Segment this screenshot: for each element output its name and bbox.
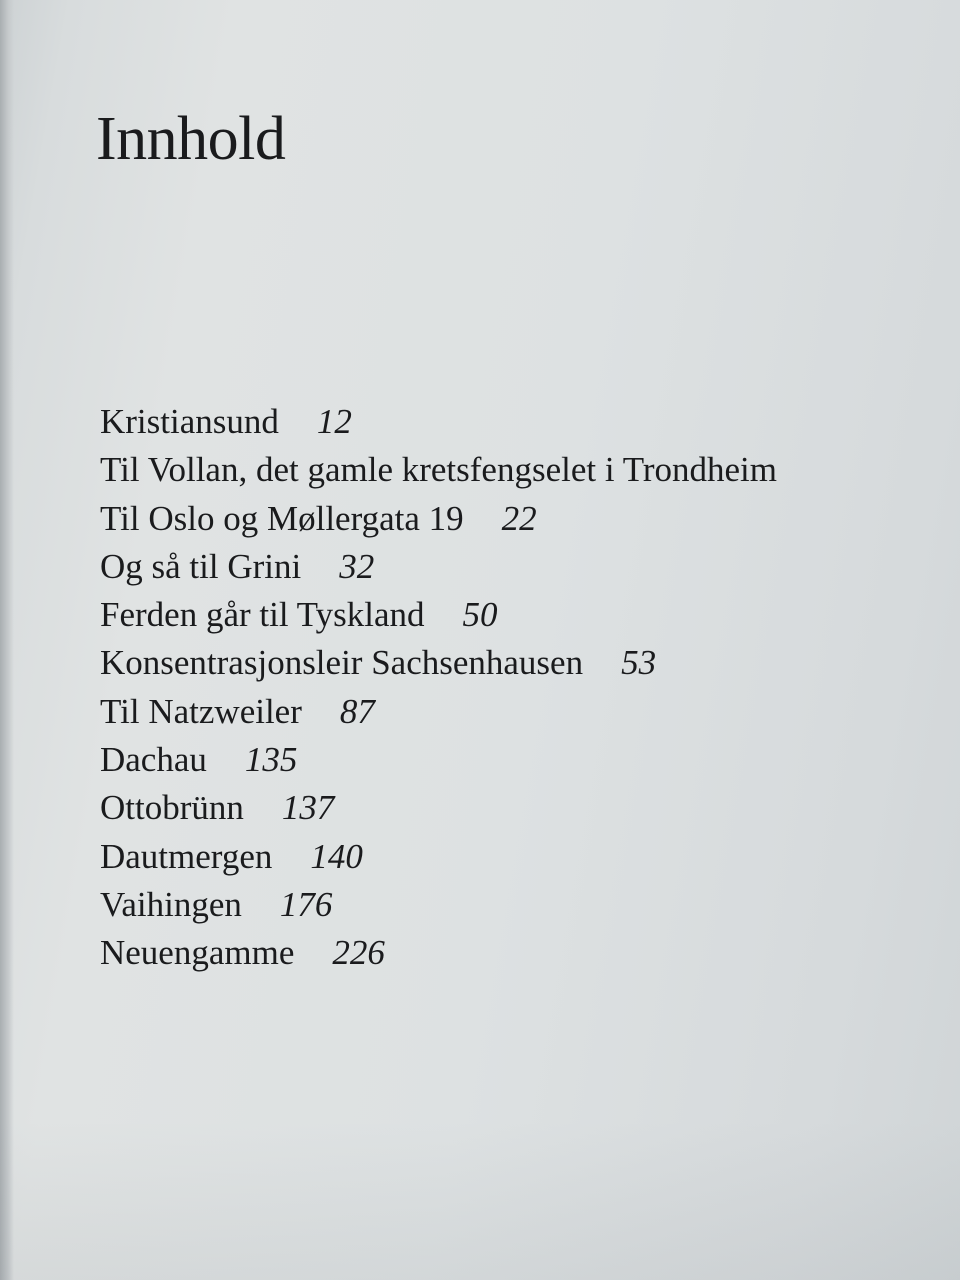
toc-entry (100, 543, 777, 591)
toc-entry (100, 784, 777, 832)
toc-entry (100, 833, 777, 881)
toc-entry (100, 881, 777, 929)
toc-entry-label: Og så til Grini (100, 546, 302, 586)
toc-entry-label: Konsentrasjonsleir Sachsenhausen (100, 643, 584, 683)
page-bottom-shade (0, 1120, 960, 1280)
toc-entry-label: Ferden går til Tyskland (100, 595, 425, 635)
toc-entry-page: 176 (279, 884, 333, 924)
book-gutter-shadow (0, 0, 14, 1280)
toc-entry-page: 22 (501, 498, 537, 538)
toc-entry-page: 12 (316, 402, 352, 441)
toc-entry (100, 446, 777, 494)
toc-entry (100, 495, 777, 543)
toc-entry-label: Neuengamme (100, 933, 295, 973)
toc-entry-page: 226 (332, 933, 385, 973)
toc-entry (100, 688, 777, 736)
toc-entry-page: 53 (621, 643, 657, 683)
toc-entry (100, 398, 777, 446)
toc-entry-label: Kristiansund (100, 402, 279, 441)
toc-entry-label: Dachau (100, 740, 207, 780)
toc-entry-page: 140 (310, 836, 363, 876)
toc-entry-label: Til Natzweiler (100, 691, 302, 731)
toc-entry-page: 137 (281, 788, 335, 828)
toc-entry-label: Dautmergen (100, 836, 273, 876)
toc-entry-page: 32 (339, 546, 375, 586)
toc-entry-page: 87 (339, 691, 375, 731)
toc-entry-page: 50 (462, 595, 498, 635)
table-of-contents (100, 398, 777, 978)
page-title: Innhold (96, 105, 286, 173)
toc-entry-label: Vaihingen (100, 884, 242, 924)
toc-entry (100, 736, 777, 784)
toc-entry (100, 929, 777, 977)
toc-entry-label: Ottobrünn (100, 788, 244, 828)
toc-entry (100, 639, 777, 687)
toc-entry (100, 591, 777, 639)
toc-entry-page: 135 (244, 740, 298, 780)
toc-entry-label: Til Oslo og Møllergata 19 (100, 498, 464, 538)
toc-entry-label: Til Vollan, det gamle kretsfengselet i Trondheim (100, 450, 777, 490)
